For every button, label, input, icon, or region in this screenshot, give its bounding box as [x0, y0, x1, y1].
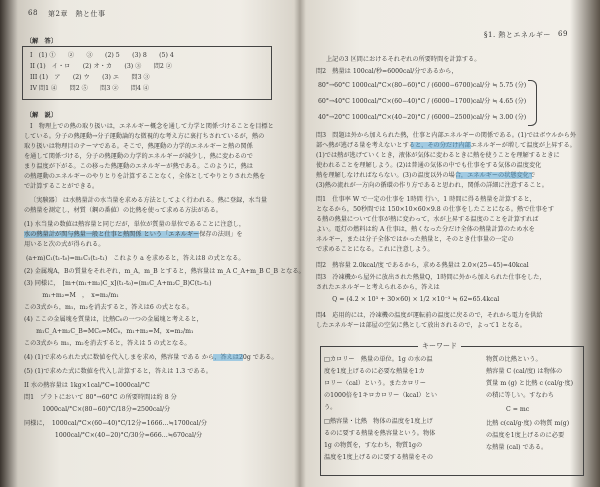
keyword-line: □カロリー 熱量の単位。1g の水の温: [324, 356, 433, 363]
text-line: (4) ここの金属塊を質量は，比熱C₀の一つの金属塊と考えると，: [24, 316, 203, 323]
answer-row: I (1) ① ② ③ (2) 5 (3) 8 (5) 4: [30, 52, 174, 59]
text-line: 問1 仕事率 W で一定の仕事を 1時間 行い，1 時間に得る熱量を計算すると，: [316, 196, 536, 203]
keyword-title: キーワード: [418, 341, 461, 351]
equation-line: Q = (4.2 × 10³ + 30×60) × 1/2 ×10⁻³ ≒ 62=65.4kcal: [326, 296, 500, 303]
text-line: (1) 水当量の数値は熱容量と同じだが，単位が質量の単位であることに注意し，: [24, 221, 246, 228]
left-page-number: 68: [28, 9, 38, 17]
text-line: 問2 熱量は 100cal/秒=6000cal/分であるから，: [316, 68, 458, 75]
equation-line: 1000cal/°C×(40−20)°C/30分=666…≒670cal/分: [24, 432, 203, 439]
keyword-line: 1g の物質を，すなわち，物質1gの: [324, 442, 423, 449]
text-line: (4) (1)で求められた式に数値を代入しまを求め，熱容量 である から，答えは20g である。: [24, 354, 278, 361]
right-page-number: 69: [558, 30, 568, 38]
keyword-line: 度を1度上げるのに必要な熱量を1カ: [324, 368, 425, 375]
text-line: まり温度が下がる。この移った熱運動のエネルギーが熱である。このように，熱は: [24, 163, 253, 170]
keyword-line: るのに要する熱量を熱容量という。物体: [324, 430, 436, 437]
text-line: (1)では熱が逃げていくとき，液体が気体に変わるときに熱を使うことを理解するときに: [316, 152, 560, 159]
text-line: この3式から m₁，m₂を消去すると，答えは 5 の式となる。: [24, 340, 191, 347]
left-chapter-title: 第2章 熱と仕事: [48, 10, 106, 18]
keyword-line: 質量 m (g) と比熱 c (cal/g·度): [486, 380, 574, 387]
equation-line: (a+m)C₁(t₁-t₀)=m₁C₁(t₂-t₁) これより a を求めると，答えは8 の式となる。: [26, 255, 245, 262]
equation-line: 60°→40°C 1000cal/°C×(60−40)°C / (6000−1700)cal/分 ≒ 4.65 (分): [318, 98, 527, 105]
text-line: ネルギー，または分子全体ではかった熱量と，そのとき仕事量の一定の: [316, 236, 514, 243]
text-line: る熱の熱量について仕事が熱に変わって，水が上昇する温度のことを計算すれば: [316, 216, 539, 223]
text-line: 問2 熱容量 2.0kcal/度 であるから，求める熱量は 2.0×(25−45)=40kcal: [316, 262, 529, 269]
text-line: 部へ熱が逃げる量を考えないとすると，その分だけ内部エネルギーが増して温度が上昇する。: [316, 142, 576, 149]
text-line: I 物理上での熱の取り扱いは，エネルギー概念を通して力学と関係づけることを目標と: [30, 123, 274, 130]
text-line: 問3 冷凍機から屋外に放出された熱量Q，1時間に外から加えられた仕事をした，: [316, 274, 546, 281]
text-line: 使われることを理解しよう。(2)は普通の気体の中でも仕事をする気体の温度変化: [316, 162, 542, 169]
keyword-line: 熱容量 C (cal/度) は物体の: [486, 368, 563, 375]
keyword-line: □熱容量・比熱 物体の温度を1度上げ: [324, 418, 433, 425]
answer-row: II (1) イ・ロ (2) オ・カ (3) ③ 問2 ②: [30, 63, 172, 70]
equation-line: m₁+m₂=M ， x=m₂/m₁: [30, 292, 119, 299]
left-page: [8, 0, 305, 487]
equation-line: 1000cal/°C×(80−60)°C/18分=2500cal/分: [36, 406, 171, 413]
text-line: したエネルギーは部屋の空気に熱として放出されるので，よって1 となる。: [316, 322, 526, 329]
keyword-line: C = mc: [506, 406, 530, 413]
answers-title: 〔解 答〕: [26, 38, 57, 45]
text-line: で求めることになる。これに注意しよう。: [316, 246, 434, 253]
text-line: 問1 プラトにおいて 80°→60°C の所要時間は約 8 分: [24, 394, 177, 401]
keyword-line: う。: [324, 404, 337, 411]
text-line: を通して関係づける，分子の熱運動の力学的エネルギーが減少し，熱に変わるので: [24, 153, 253, 160]
text-line: 問3 問題は外から加えられた熱，仕事と内部エネルギーの関係である。(1)ではボウルから外: [316, 132, 577, 139]
text-line: 取り扱いは物理目のテーマである。そこで，熱運動の力学的エネルギーと熱の関係: [24, 143, 253, 150]
right-page: [306, 0, 592, 487]
text-line: 上記の3 区間におけるそれぞれの所要時間を計算する。: [326, 56, 481, 63]
highlight-mark: [213, 354, 243, 361]
keyword-line: な熱量 (cal) である。: [486, 444, 548, 451]
text-line: (3)熱の流れが一方向の循環の作り方であると思われ，関係の詳細に注意すること。: [316, 182, 548, 189]
keyword-line: 比熱 c(cal/g·度) の物質 m(g): [486, 420, 570, 427]
equation-line: 80°→60°C 1000cal/°C×(80−60)°C / (6000−6700)cal/分 ≒ 5.75 (分): [318, 82, 527, 89]
text-line: している。分子の熱運動→分子運動論的な微視的な考え方に裏打ちされているが，熱の: [24, 133, 265, 140]
text-line: 用いると次の式が得られる。: [24, 241, 105, 248]
text-line: の熱運動のエネルギーのやりとりを計算することなく，全体としてやりとりされた熱を: [24, 173, 266, 180]
equation-line: m₁C_A+m₂C_B=MC₀=MC₀，m₁+m₂=M，x=m₂/m₁: [30, 328, 194, 335]
brace-mark: [528, 80, 537, 126]
highlighted-line: 水の熱量計が関与熱量一般と仕事と熱関係 という「エネルギー保存の法則」を: [24, 231, 243, 238]
equation-line: 40°→20°C 1000cal/°C×(40−20)°C / (6000−2500)cal/分 ≒ 3.00 (分): [318, 114, 527, 121]
text-line: 問4 応用的には，冷凍機の温度が運転前の温度に戻るので，それから電力を供給: [316, 312, 543, 319]
answer-row: IV 問1 ④ 問2 ⑤ 問3 ② 問4 ④: [30, 85, 150, 92]
keyword-line: 物質の比熱という。: [486, 356, 542, 363]
text-line: (2) 金属塊A，Bの質量をそれぞれ，m_A，m_B とすると，熱容量は m_A C_A+m_B C_B となる。: [24, 268, 305, 275]
keyword-line: ロリー（cal）という。またカロリー: [324, 380, 426, 387]
text-line: よい。電灯の燃料は約 A 仕事は，熱くなった分だけ全体の熱量計算のため水を: [316, 226, 535, 233]
keyword-line: 温度を1度上げるのに要する熱量をその: [324, 454, 434, 461]
text-line: となるから，50秒間では 150×10×60×9.8 の仕事をしたことになる。熱で仕事をす: [316, 206, 555, 213]
keyword-line: の温度を1度上げるのに必要: [486, 432, 565, 439]
explain-title: 〔解 説〕: [26, 112, 57, 119]
right-section-title: §1. 熱とエネルギー: [484, 31, 551, 39]
equation-line: 同様に， 1000cal/°C×(60−40)°C/12分=1666…≒1700cal/分: [24, 420, 208, 427]
text-line: で計算することができる。: [24, 183, 99, 190]
highlight-mark: [456, 172, 532, 179]
text-line: 〔実験器〕 は水熱量計の水当量を求める方法としてよく行われる。熱に登録，水当量: [30, 197, 268, 204]
text-line: 熱を理解しなければならない。(3)の温度以外の場合，エネルギーの状態変化で: [316, 172, 536, 179]
text-line: この3式から，m₁，m₂を消去すると，答えは6 の式となる。: [24, 304, 193, 311]
answer-row: III (1) ア (2) ウ (3) エ 問3 ③: [30, 74, 150, 81]
keyword-line: の積に等しい。すなわち: [486, 392, 555, 399]
equation-line: (3) 同様に， [m+(m₁+m₂)C_x](t₁-t₀)=(m₁C_A+m₂C_B)C(t₂-t₁): [24, 280, 212, 287]
highlight-mark: [411, 142, 471, 149]
text-line: (5) (1)で求めた式に数値を代入し計算すると，答えは 1.3 である。: [24, 368, 212, 375]
text-line: の熱量を測定し，材質（鋼の番値）の比熱を使って求める方法がある。: [24, 207, 222, 214]
keyword-line: の1000倍を1キロカロリー（kcal）とい: [324, 392, 438, 399]
text-line: されたエネルギーと考えられるから，答えは: [316, 284, 440, 291]
text-line: II 水の熱容量は 1kg×1cal/°C=1000cal/°C: [24, 382, 150, 389]
